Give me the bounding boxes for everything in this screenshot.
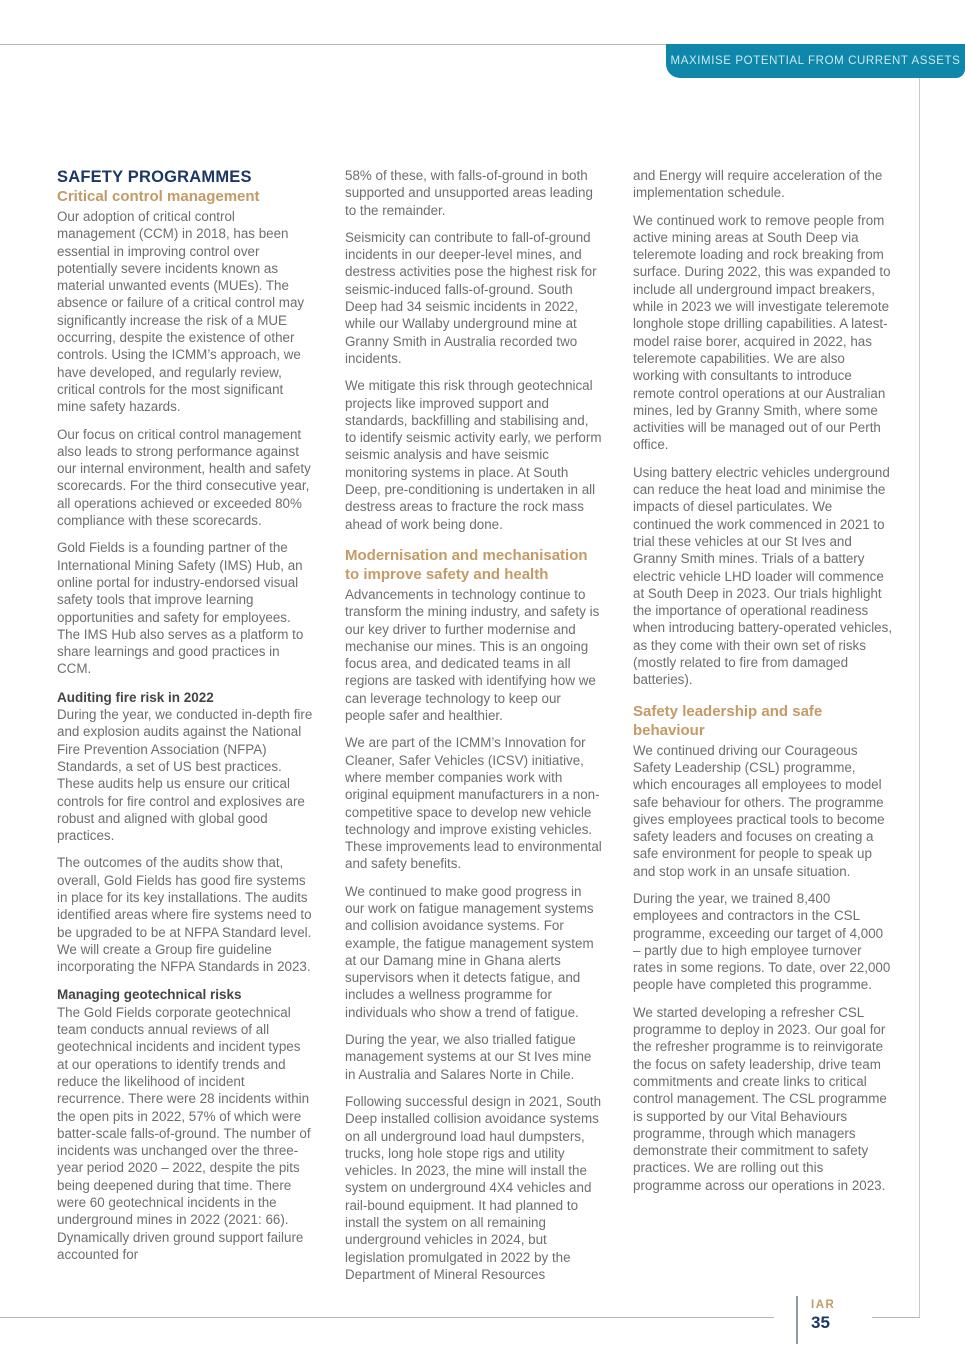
paragraph: We are part of the ICMM’s Innovation for Cleaner, Safer Vehicles (ICSV) initiative, where member companies work with original equipment manufacturers in a non-competitive space to develop new vehicle technology and improve existing vehicles. These improvements lead to environmental and safety benefits. — [345, 735, 602, 872]
paragraph: Gold Fields is a founding partner of the International Mining Safety (IMS) Hub, an online portal for industry-endorsed visual safety tools that improve learning opportunities and safety for employees. The IMS Hub also serves as a platform to share learnings and good practices in CCM. — [57, 540, 304, 677]
paragraph: Using battery electric vehicles underground can reduce the heat load and minimise the impacts of diesel particulates. We continued the work commenced in 2021 to trial these vehicles at our St Ives and Granny Smith mines. Trials of a battery electric vehicle LHD loader will commence at South Deep in 2023. Our trials highlight the importance of operational readiness when introducing battery-operated vehicles, as they come with their own set of risks (mostly related to fire from damaged batteries). — [633, 464, 893, 688]
footer-text — [811, 1296, 835, 1344]
paragraph: 58% of these, with falls-of-ground in both supported and unsupported areas leading to the remainder. — [345, 168, 593, 218]
footer-divider — [796, 1296, 798, 1344]
section-title: SAFETY PROGRAMMES — [57, 168, 252, 186]
paragraph: We continued to make good progress in our work on fatigue management systems and collision avoidance systems. For example, the fatigue management system at our Damang mine in Ghana alerts supervisors when it detects fatigue, and includes a wellness programme for individuals who show a trend of fatigue. — [345, 883, 594, 1020]
column-2 — [345, 167, 603, 1283]
paragraph: Our focus on critical control management also leads to strong performance against our internal environment, health and safety scorecards. For the third consecutive year, all operations achieved or exceeded 80% compliance with these scorecards. — [57, 426, 311, 529]
article-columns — [57, 167, 893, 1283]
section-banner — [666, 44, 965, 78]
paragraph: The outcomes of the audits show that, overall, Gold Fields has good fire systems in place for its key installations. The audits identified areas where fire systems need to be upgraded to be at NFPA Standard level. We will create a Group fire guideline incorporating the NFPA Standards in 2023. — [57, 855, 312, 975]
subsection-heading: Critical control management — [57, 188, 260, 205]
page-footer — [796, 1296, 835, 1344]
paragraph: During the year, we trained 8,400 employees and contractors in the CSL programme, exceeding our target of 4,000 – partly due to high employee turnover rates in some regions. To date, over 22,000 people have completed this programme. — [633, 890, 891, 993]
paragraph: Following successful design in 2021, South Deep installed collision avoidance systems on all underground load haul dumpsters, trucks, long hole stope rigs and utility vehicles. In 2023, the mine will install the system on underground 4X4 vehicles and rail-bound equipment. It had planned to install the system on all remaining underground vehicles in 2024, but legislation promulgated in 2022 by the Department of Mineral Resources — [345, 1093, 602, 1282]
paragraph: During the year, we also trialled fatigue management systems at our St Ives mine in Australia and Salares Norte in Chile. — [345, 1032, 592, 1082]
paragraph: The Gold Fields corporate geotechnical team conducts annual reviews of all geotechnical incidents and incident types at our operations to identify trends and reduce the likelihood of incident recurrence. There were 28 incidents within the open pits in 2022, 57% of which were batter-scale falls-of-ground. The number of incidents was unchanged over the three-year period 2020 – 2022, despite the pits being deepened during that time. There were 60 geotechnical incidents in the underground mines in 2022 (2021: 66). Dynamically driven ground support failure accounted for — [57, 1004, 311, 1262]
top-divider — [0, 44, 667, 45]
bottom-divider-left — [0, 1317, 774, 1318]
column-3 — [633, 167, 893, 1194]
topic-heading: Auditing fire risk in 2022 — [57, 689, 214, 705]
paragraph: Our adoption of critical control management (CCM) in 2018, has been essential in improving control over potentially severe incidents known as material unwanted events (MUEs). The absence or failure of a critical control may significantly increase the risk of a MUE occurring, despite the existence of other controls. Using the ICMM’s approach, we have developed, and regularly review, critical controls for the most significant mine safety hazards. — [57, 209, 305, 415]
paragraph: We continued driving our Courageous Safety Leadership (CSL) programme, which encourages all employees to model safe behaviour for others. The programme gives employees practical tools to become safety leaders and focuses on creating a safe environment for people to speak up and stop work in an unsafe situation. — [633, 742, 885, 879]
subsection-heading: Safety leadership and safe behaviour — [633, 702, 823, 739]
paragraph: We mitigate this risk through geotechnical projects like improved support and standards, backfilling and stabilising and, to identify seismic activity early, we perform seismic analysis and have seismic monitoring systems in place. At South Deep, pre-conditioning is undertaken in all destress areas to fracture the rock mass ahead of work being done. — [345, 378, 602, 532]
right-divider — [919, 78, 920, 1318]
bottom-divider-right — [872, 1317, 920, 1318]
paragraph: We continued work to remove people from active mining areas at South Deep via teleremote loading and rock breaking from surface. During 2022, this was expanded to include all underground impact breakers, while in 2023 we will investigate teleremote longhole stope drilling capabilities. A latest-model raise borer, acquired in 2022, has teleremote capabilities. We are also working with consultants to introduce remote control operations at our Australian mines, led by Granny Smith, where some activities will be managed out of our Perth office. — [633, 212, 891, 453]
paragraph: Advancements in technology continue to transform the mining industry, and safety is our key driver to further modernise and mechanise our mines. This is an ongoing focus area, and dedicated teams in all regions are tasked with identifying how we can leverage technology to keep our people safer and healthier. — [345, 586, 600, 724]
report-tag: IAR — [811, 1299, 836, 1311]
paragraph: Seismicity can contribute to fall-of-ground incidents in our deeper-level mines, and destress activities pose the highest risk for seismic-induced falls-of-ground. South Deep had 34 seismic incidents in 2022, while our Wallaby underground mine at Granny Smith in Australia recorded two incidents. — [345, 229, 597, 366]
topic-heading: Managing geotechnical risks — [57, 987, 242, 1003]
page-number: 35 — [811, 1313, 830, 1332]
subsection-heading: Modernisation and mechanisation to improve safety and health — [345, 546, 588, 583]
column-1 — [57, 167, 315, 1263]
paragraph: We started developing a refresher CSL programme to deploy in 2023. Our goal for the refresher programme is to reinvigorate the focus on safety leadership, drive team commitments and create links to critical control management. The CSL programme is supported by our Vital Behaviours programme, through which managers demonstrate their commitment to safety practices. We are rolling out this programme across our operations in 2023. — [633, 1004, 887, 1193]
banner-label: MAXIMISE POTENTIAL FROM CURRENT ASSETS — [670, 55, 961, 67]
paragraph: and Energy will require acceleration of the implementation schedule. — [633, 168, 883, 201]
paragraph: During the year, we conducted in-depth fire and explosion audits against the National Fire Prevention Association (NFPA) Standards, a set of US best practices. These audits help us ensure our critical controls for fire control and explosives are robust and aligned with global good practices. — [57, 707, 313, 844]
